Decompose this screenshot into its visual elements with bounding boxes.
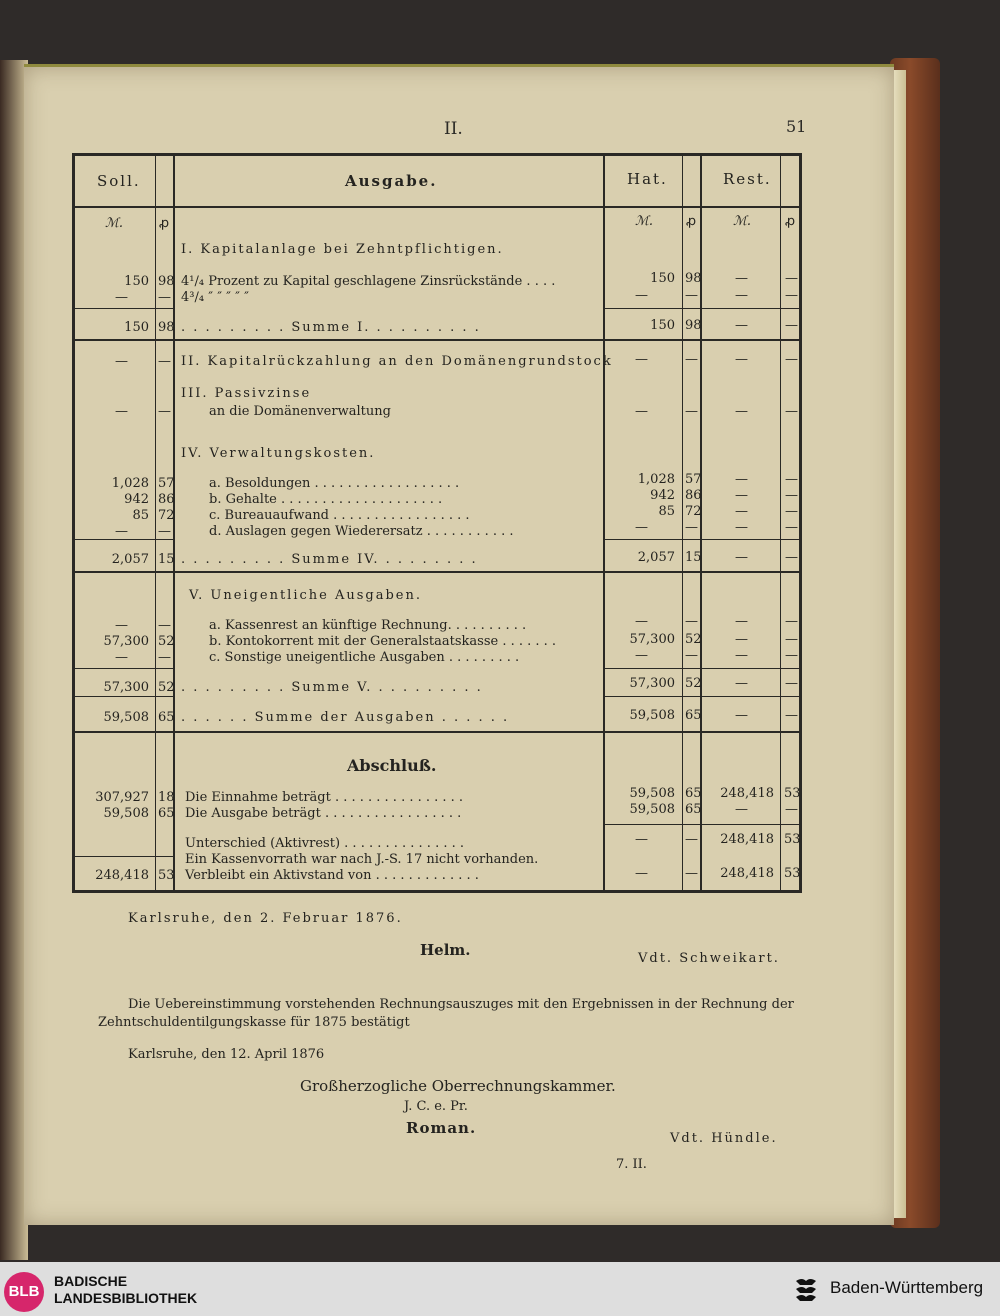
- rest-pf: —: [785, 614, 798, 629]
- rest-value: 248,418: [720, 832, 774, 847]
- soll-pf: —: [158, 404, 171, 419]
- soll-pf: 98: [158, 320, 175, 335]
- hat-value: 57,300: [629, 676, 675, 691]
- abschluss-title: Abschluß.: [347, 756, 437, 775]
- soll-value: 59,508: [103, 710, 149, 725]
- soll-pf: 15: [158, 552, 175, 567]
- soll-value: 248,418: [95, 868, 149, 883]
- hat-value: —: [635, 352, 648, 367]
- hat-pf: —: [685, 832, 698, 847]
- hat-pf: 65: [685, 708, 702, 723]
- hat-pf: —: [685, 352, 698, 367]
- unit-pf: ꝓ: [785, 214, 796, 229]
- rest-pf: —: [785, 488, 798, 503]
- ledger-table: [72, 153, 802, 893]
- unit-pf: ꝓ: [159, 216, 170, 231]
- hat-value: —: [635, 520, 648, 535]
- hat-pf: —: [685, 288, 698, 303]
- hat-value: 57,300: [629, 632, 675, 647]
- rest-value: —: [735, 352, 748, 367]
- hat-pf: —: [685, 648, 698, 663]
- row-label: b. Kontokorrent mit der Generalstaatskasse . . . . . . .: [209, 634, 557, 649]
- soll-value: —: [115, 650, 128, 665]
- sheet-signature: 7. II.: [616, 1157, 647, 1172]
- hat-value: 150: [650, 318, 675, 333]
- hat-pf: 86: [685, 488, 702, 503]
- hat-pf: 52: [685, 632, 702, 647]
- rest-pf: 53: [784, 866, 801, 881]
- hat-pf: 98: [685, 318, 702, 333]
- library-name-line-2: LANDESBIBLIOTHEK: [54, 1290, 198, 1306]
- hat-pf: —: [685, 404, 698, 419]
- library-name[interactable]: [54, 1273, 197, 1307]
- soll-value: 57,300: [103, 680, 149, 695]
- hat-value: 59,508: [629, 786, 675, 801]
- rest-pf: —: [785, 404, 798, 419]
- hat-value: —: [635, 648, 648, 663]
- soll-pf: 57: [158, 476, 175, 491]
- section-title: II. Kapitalrückzahlung an den Domänengrundstock: [181, 354, 613, 369]
- soll-pf: 52: [158, 680, 175, 695]
- section-title: I. Kapitalanlage bei Zehntpflichtigen.: [181, 242, 504, 257]
- hat-value: —: [635, 832, 648, 847]
- soll-pf: —: [158, 618, 171, 633]
- hat-value: —: [635, 404, 648, 419]
- soll-value: —: [115, 524, 128, 539]
- page-number: 51: [786, 117, 807, 136]
- total-label: . . . . . . Summe der Ausgaben . . . . . .: [181, 710, 510, 725]
- hat-pf: 15: [685, 550, 702, 565]
- section-number: II.: [444, 119, 463, 139]
- statement-line-1: Die Uebereinstimmung vorstehenden Rechnungsauszuges mit den Ergebnissen in der Rechnung der: [128, 997, 794, 1012]
- rest-value: —: [735, 472, 748, 487]
- unit-mark: ℳ.: [105, 216, 124, 231]
- rest-value: —: [735, 288, 748, 303]
- hat-value: 150: [650, 271, 675, 286]
- soll-value: 150: [124, 320, 149, 335]
- soll-value: 59,508: [103, 806, 149, 821]
- row-label: a. Kassenrest an künftige Rechnung. . . . . . . . . .: [209, 618, 527, 633]
- sum-label: . . . . . . . . . Summe V. . . . . . . . . .: [181, 680, 483, 695]
- soll-pf: —: [158, 650, 171, 665]
- rest-value: —: [735, 802, 748, 817]
- header-hat: Hat.: [627, 170, 668, 188]
- hat-pf: 57: [685, 472, 702, 487]
- soll-pf: —: [158, 524, 171, 539]
- soll-pf: 65: [158, 806, 175, 821]
- hat-pf: 98: [685, 271, 702, 286]
- row-label: 4³/₄ ″ ″ ″ ″ ″: [181, 290, 250, 305]
- soll-pf: 53: [158, 868, 175, 883]
- state-name[interactable]: Baden-Württemberg: [830, 1278, 984, 1297]
- date-line-2: Karlsruhe, den 12. April 1876: [128, 1047, 325, 1062]
- authority: Großherzogliche Oberrechnungskammer.: [300, 1077, 616, 1095]
- sum-label: . . . . . . . . . Summe I. . . . . . . . . .: [181, 320, 481, 335]
- rest-pf: —: [785, 676, 798, 691]
- signature-name-1: Helm.: [420, 941, 471, 959]
- row-label: 4¹/₄ Prozent zu Kapital geschlagene Zinsrückstände . . . .: [181, 274, 556, 289]
- rest-pf: —: [785, 318, 798, 333]
- rest-value: —: [735, 614, 748, 629]
- hat-pf: 72: [685, 504, 702, 519]
- hat-value: 2,057: [637, 550, 675, 565]
- row-label: b. Gehalte . . . . . . . . . . . . . . . . . . . .: [209, 492, 443, 507]
- rest-value: —: [735, 488, 748, 503]
- hat-value: —: [635, 866, 648, 881]
- section-title: III. Passivzinse: [181, 386, 312, 401]
- row-label: Unterschied (Aktivrest) . . . . . . . . . . . . . . .: [185, 836, 464, 851]
- soll-value: 2,057: [111, 552, 149, 567]
- hat-pf: 65: [685, 802, 702, 817]
- library-name-line-1: BADISCHE: [54, 1273, 128, 1289]
- row-label: c. Bureauaufwand . . . . . . . . . . . . . . . . .: [209, 508, 470, 523]
- row-label: c. Sonstige uneigentliche Ausgaben . . . . . . . . .: [209, 650, 520, 665]
- rest-pf: —: [785, 352, 798, 367]
- rest-pf: 53: [784, 832, 801, 847]
- soll-value: 150: [124, 274, 149, 289]
- header-ausgabe: Ausgabe.: [345, 172, 438, 190]
- soll-pf: 98: [158, 274, 175, 289]
- hat-value: 85: [658, 504, 675, 519]
- rest-value: —: [735, 550, 748, 565]
- soll-pf: 65: [158, 710, 175, 725]
- scanned-page: [24, 64, 894, 1225]
- hat-value: 59,508: [629, 802, 675, 817]
- rest-pf: —: [785, 504, 798, 519]
- row-label: Die Ausgabe beträgt . . . . . . . . . . . . . . . . .: [185, 806, 462, 821]
- rest-value: —: [735, 708, 748, 723]
- soll-pf: 52: [158, 634, 175, 649]
- rest-value: —: [735, 632, 748, 647]
- hat-pf: 65: [685, 786, 702, 801]
- unit-pf: ꝓ: [686, 214, 697, 229]
- hat-value: —: [635, 288, 648, 303]
- hat-pf: —: [685, 866, 698, 881]
- footer-bar: [0, 1262, 1000, 1316]
- rest-value: —: [735, 318, 748, 333]
- statement-line-2: Zehntschuldentilgungskasse für 1875 bestätigt: [98, 1015, 410, 1030]
- hat-value: 1,028: [637, 472, 675, 487]
- hat-value: 942: [650, 488, 675, 503]
- signature-name-2: Roman.: [406, 1119, 477, 1137]
- soll-value: —: [115, 618, 128, 633]
- unit-mark: ℳ.: [635, 214, 654, 229]
- row-label: Ein Kassenvorrath war nach J.-S. 17 nicht vorhanden.: [185, 852, 539, 867]
- sum-label: . . . . . . . . . Summe IV. . . . . . . . .: [181, 552, 478, 567]
- rest-pf: —: [785, 802, 798, 817]
- rest-pf: —: [785, 632, 798, 647]
- vidit-2: Vdt. Hündle.: [670, 1131, 778, 1146]
- row-label: Verbleibt ein Aktivstand von . . . . . . . . . . . . .: [185, 868, 479, 883]
- hat-pf: 52: [685, 676, 702, 691]
- unit-mark: ℳ.: [733, 214, 752, 229]
- rest-pf: 53: [784, 786, 801, 801]
- rest-value: —: [735, 504, 748, 519]
- date-line-1: Karlsruhe, den 2. Februar 1876.: [128, 911, 403, 926]
- rest-pf: —: [785, 520, 798, 535]
- rest-value: —: [735, 271, 748, 286]
- soll-pf: 86: [158, 492, 175, 507]
- rest-pf: —: [785, 472, 798, 487]
- rest-value: —: [735, 404, 748, 419]
- soll-pf: —: [158, 290, 171, 305]
- lions-coat-of-arms-icon: [792, 1275, 820, 1305]
- row-label: Die Einnahme beträgt . . . . . . . . . . . . . . . .: [185, 790, 464, 805]
- rest-value: 248,418: [720, 866, 774, 881]
- soll-value: 1,028: [111, 476, 149, 491]
- hat-pf: —: [685, 614, 698, 629]
- hat-value: 59,508: [629, 708, 675, 723]
- authority-abbr: J. C. e. Pr.: [404, 1099, 468, 1114]
- rest-value: —: [735, 676, 748, 691]
- row-label: a. Besoldungen . . . . . . . . . . . . . . . . . .: [209, 476, 460, 491]
- soll-value: 307,927: [95, 790, 149, 805]
- soll-value: 942: [124, 492, 149, 507]
- header-soll: Soll.: [97, 172, 141, 190]
- hat-value: —: [635, 614, 648, 629]
- soll-value: 57,300: [103, 634, 149, 649]
- soll-pf: 18: [158, 790, 175, 805]
- soll-value: —: [115, 290, 128, 305]
- rest-pf: —: [785, 271, 798, 286]
- rest-value: —: [735, 520, 748, 535]
- row-label: an die Domänenverwaltung: [209, 404, 391, 419]
- soll-pf: —: [158, 354, 171, 369]
- soll-value: —: [115, 404, 128, 419]
- rest-pf: —: [785, 648, 798, 663]
- soll-pf: 72: [158, 508, 175, 523]
- blb-logo[interactable]: BLB: [4, 1272, 44, 1312]
- rest-pf: —: [785, 708, 798, 723]
- section-title: V. Uneigentliche Ausgaben.: [189, 588, 422, 603]
- header-rest: Rest.: [723, 170, 772, 188]
- rest-pf: —: [785, 550, 798, 565]
- soll-value: 85: [132, 508, 149, 523]
- rest-value: 248,418: [720, 786, 774, 801]
- section-title: IV. Verwaltungskosten.: [181, 446, 376, 461]
- hat-pf: —: [685, 520, 698, 535]
- page-edge: [892, 70, 906, 1218]
- rest-value: —: [735, 648, 748, 663]
- rest-pf: —: [785, 288, 798, 303]
- row-label: d. Auslagen gegen Wiederersatz . . . . . . . . . . .: [209, 524, 514, 539]
- vidit-1: Vdt. Schweikart.: [638, 951, 780, 966]
- soll-value: —: [115, 354, 128, 369]
